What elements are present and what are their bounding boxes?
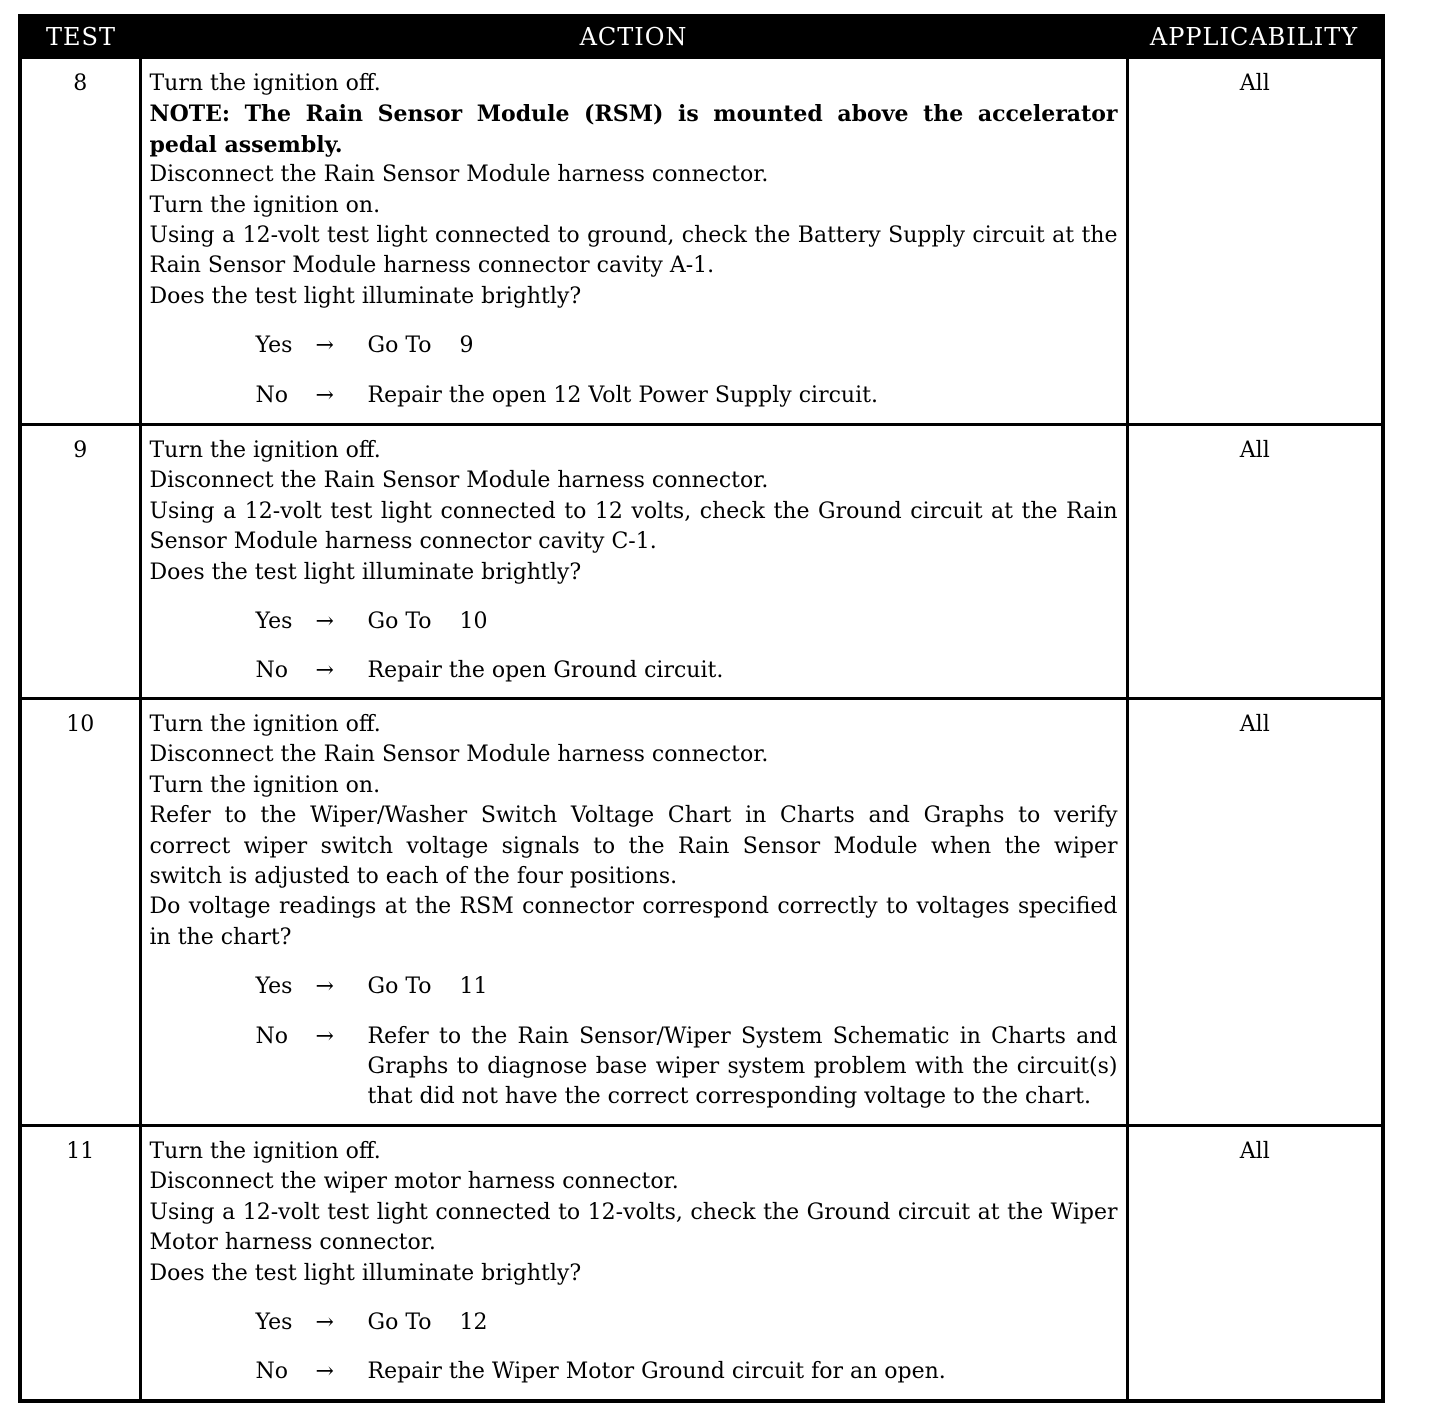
goto-target: 10: [459, 609, 488, 635]
table-row: [20, 58, 1383, 425]
yes-action: [368, 607, 1118, 637]
action-step: Disconnect the Rain Sensor Module harness connector.: [149, 162, 769, 188]
arrow-icon: →: [315, 974, 334, 1000]
yes-label: Yes: [255, 333, 293, 359]
action-step: Does the test light illuminate brightly?: [149, 559, 582, 585]
arrow-icon: →: [315, 333, 334, 359]
arrow-icon: →: [315, 1310, 334, 1336]
action-step: Do voltage readings at the RSM connector correspond correctly to voltages specified in the chart?: [149, 894, 1118, 950]
no-label: No: [255, 658, 288, 684]
yes-branch: [150, 331, 1118, 361]
goto-target: 12: [459, 1310, 488, 1336]
yes-action: [368, 331, 1118, 361]
table-body: [20, 58, 1383, 1401]
action-step: Turn the ignition on.: [149, 772, 381, 798]
header-test: TEST: [20, 16, 140, 58]
action-step: Refer to the Wiper/Washer Switch Voltage Chart in Charts and Graphs to verify correct wiper switch voltage signals to the Rain Sensor Module when the wiper switch is adjusted to each of the four positions.: [149, 803, 1118, 890]
table-row: [20, 1126, 1383, 1401]
applicability-value: All: [1127, 58, 1383, 425]
goto-target: 11: [459, 974, 488, 1000]
yes-action: [368, 972, 1118, 1002]
no-branch: [150, 1022, 1118, 1113]
no-branch: [150, 381, 1118, 411]
yes-label: Yes: [255, 974, 293, 1000]
action-step: Disconnect the Rain Sensor Module harness connector.: [149, 742, 769, 768]
header-action: ACTION: [140, 16, 1127, 58]
table-row: [20, 425, 1383, 699]
header-applicability: APPLICABILITY: [1127, 16, 1383, 58]
action-step: Disconnect the wiper motor harness connector.: [149, 1169, 679, 1195]
applicability-value: All: [1127, 425, 1383, 699]
action-step: Disconnect the Rain Sensor Module harness connector.: [149, 468, 769, 494]
action-step: Turn the ignition on.: [149, 192, 381, 218]
yes-action: [368, 1308, 1118, 1338]
arrow-icon: →: [315, 1023, 334, 1049]
action-cell: [140, 699, 1127, 1126]
no-branch: [150, 1357, 1118, 1387]
no-action: Repair the Wiper Motor Ground circuit for an open.: [367, 1359, 946, 1385]
diagnostic-test-table: [18, 14, 1385, 1403]
goto-label: Go To: [367, 609, 432, 635]
arrow-icon: →: [315, 1359, 334, 1385]
action-cell: [140, 1126, 1127, 1401]
table-header-row: [20, 16, 1383, 58]
goto-label: Go To: [367, 1310, 432, 1336]
action-step: Does the test light illuminate brightly?: [149, 1260, 582, 1286]
arrow-icon: →: [315, 609, 334, 635]
yes-label: Yes: [255, 1310, 293, 1336]
arrow-icon: →: [315, 658, 334, 684]
no-branch: [150, 656, 1118, 686]
action-cell: [140, 425, 1127, 699]
action-step: Turn the ignition off.: [149, 438, 381, 463]
yes-branch: [150, 972, 1118, 1002]
goto-label: Go To: [367, 333, 432, 359]
test-number: 8: [20, 58, 140, 425]
action-step: Turn the ignition off.: [149, 1139, 381, 1164]
goto-label: Go To: [367, 974, 432, 1000]
test-number: 9: [20, 425, 140, 699]
no-label: No: [255, 382, 288, 408]
action-step: Does the test light illuminate brightly?: [149, 283, 582, 309]
note-text: NOTE: The Rain Sensor Module (RSM) is mounted above the accelerator pedal assembly.: [149, 101, 1118, 158]
no-action: Repair the open Ground circuit.: [367, 658, 724, 684]
yes-branch: [150, 607, 1118, 637]
arrow-icon: →: [315, 382, 334, 408]
yes-label: Yes: [255, 609, 293, 635]
applicability-value: All: [1127, 1126, 1383, 1401]
yes-branch: [150, 1308, 1118, 1338]
table-row: [20, 699, 1383, 1126]
applicability-value: All: [1127, 699, 1383, 1126]
no-label: No: [255, 1359, 288, 1385]
test-number: 10: [20, 699, 140, 1126]
action-step: Turn the ignition off.: [149, 71, 381, 96]
action-step: Using a 12-volt test light connected to 12-volts, check the Ground circuit at the Wiper Motor harness connector.: [149, 1199, 1118, 1256]
action-step: Turn the ignition off.: [149, 712, 381, 737]
goto-target: 9: [459, 333, 474, 359]
no-label: No: [255, 1023, 288, 1049]
no-action: Repair the open 12 Volt Power Supply circuit.: [367, 382, 878, 408]
action-step: Using a 12-volt test light connected to ground, check the Battery Supply circuit at the Rain Sensor Module harness connector cavity A-1.: [149, 223, 1118, 279]
no-action: Refer to the Rain Sensor/Wiper System Schematic in Charts and Graphs to diagnose base wiper system problem with the circuit(s) that did not have the correct corresponding voltage to the chart.: [367, 1023, 1118, 1110]
action-step: Using a 12-volt test light connected to 12 volts, check the Ground circuit at the Rain Sensor Module harness connector cavity C-1.: [149, 498, 1118, 555]
action-cell: [140, 58, 1127, 425]
test-number: 11: [20, 1126, 140, 1401]
